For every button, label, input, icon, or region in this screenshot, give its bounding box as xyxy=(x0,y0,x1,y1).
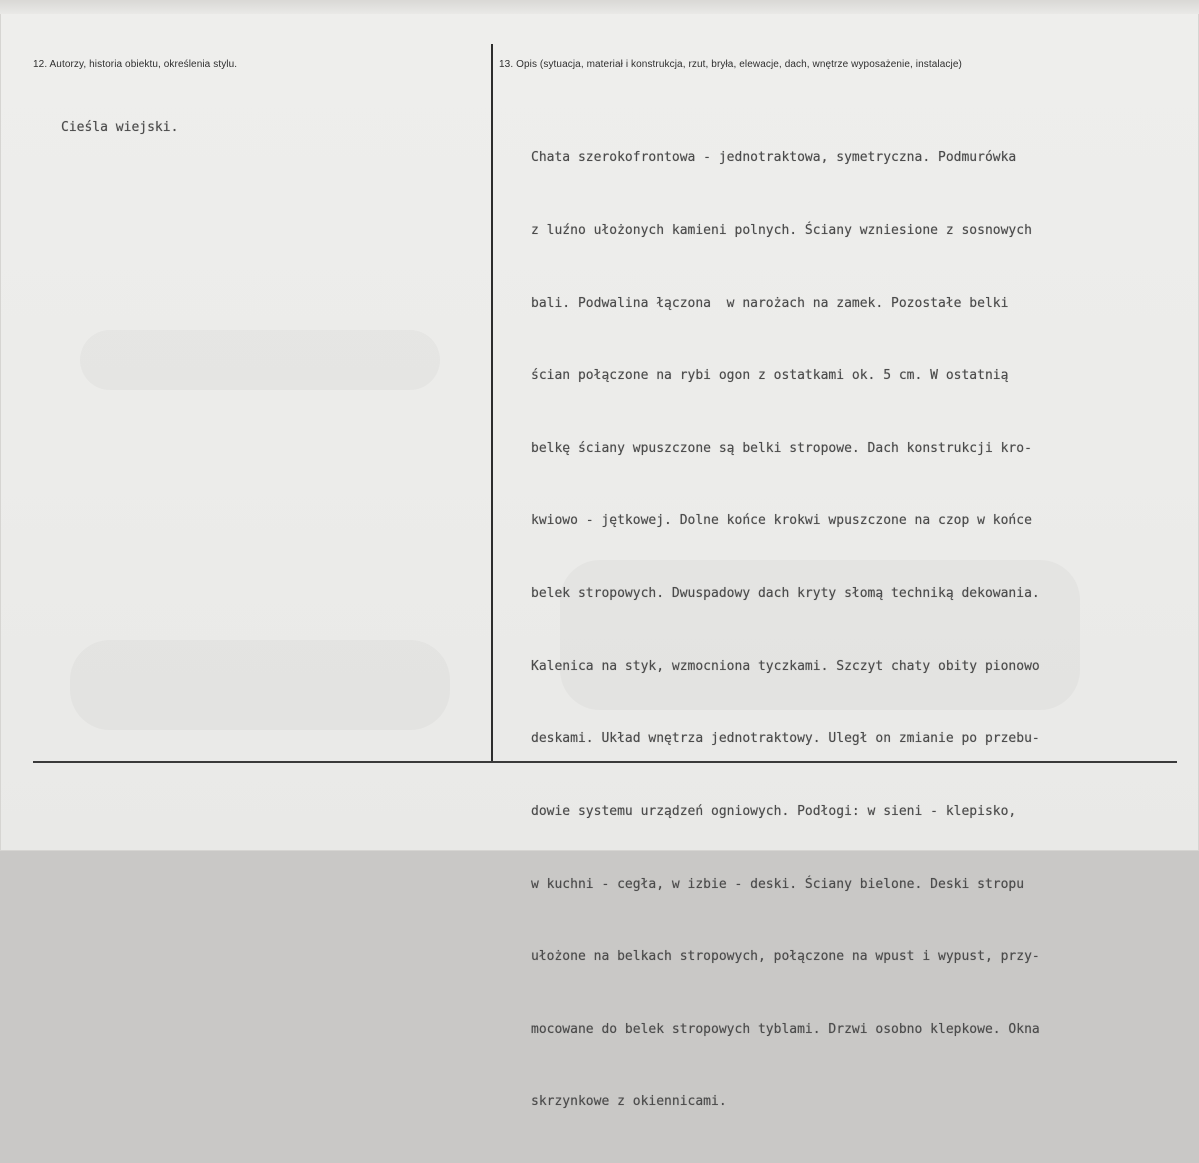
paper-smudge xyxy=(70,640,450,730)
top-edge-shadow xyxy=(0,0,1199,14)
description-line: mocowane do belek stropowych tyblami. Drzwi osobno klepkowe. Okna xyxy=(531,1021,1040,1037)
description-typed-text xyxy=(531,98,1040,1163)
description-line: kwiowo - jętkowej. Dolne końce krokwi wpuszczone na czop w końce xyxy=(531,513,1032,529)
description-line: skrzynkowe z okiennicami. xyxy=(531,1094,727,1110)
description-line: z luźno ułożonych kamieni polnych. Ściany wzniesione z sosnowych xyxy=(531,223,1032,239)
description-line: ścian połączone na rybi ogon z ostatkami ok. 5 cm. W ostatnią xyxy=(531,368,1009,384)
description-line: belek stropowych. Dwuspadowy dach kryty słomą techniką dekowania. xyxy=(531,586,1040,602)
bottom-rule xyxy=(33,761,1177,763)
section-12-heading: 12. Autorzy, historia obiektu, określenia stylu. xyxy=(33,59,238,70)
paper-smudge xyxy=(80,330,440,390)
description-line: bali. Podwalina łączona w narożach na zamek. Pozostałe belki xyxy=(531,295,1009,311)
description-line: dowie systemu urządzeń ogniowych. Podłogi: w sieni - klepisko, xyxy=(531,803,1017,819)
description-line: ułożone na belkach stropowych, połączone na wpust i wypust, przy- xyxy=(531,949,1040,965)
section-13-heading: 13. Opis (sytuacja, materiał i konstrukcja, rzut, bryła, elewacje, dach, wnętrze wyposażenie, instalacje) xyxy=(499,59,962,70)
description-line: Kalenica na styk, wzmocniona tyczkami. Szczyt chaty obity pionowo xyxy=(531,658,1040,674)
description-line: w kuchni - cegła, w izbie - deski. Ściany bielone. Deski stropu xyxy=(531,876,1025,892)
description-line: belkę ściany wpuszczone są belki stropowe. Dach konstrukcji kro- xyxy=(531,440,1032,456)
description-line: Chata szerokofrontowa - jednotraktowa, symetryczna. Podmurówka xyxy=(531,150,1017,166)
column-divider xyxy=(491,44,493,762)
description-line: deskami. Układ wnętrza jednotraktowy. Uległ on zmianie po przebu- xyxy=(531,731,1040,747)
authors-typed-text: Cieśla wiejski. xyxy=(61,120,179,135)
